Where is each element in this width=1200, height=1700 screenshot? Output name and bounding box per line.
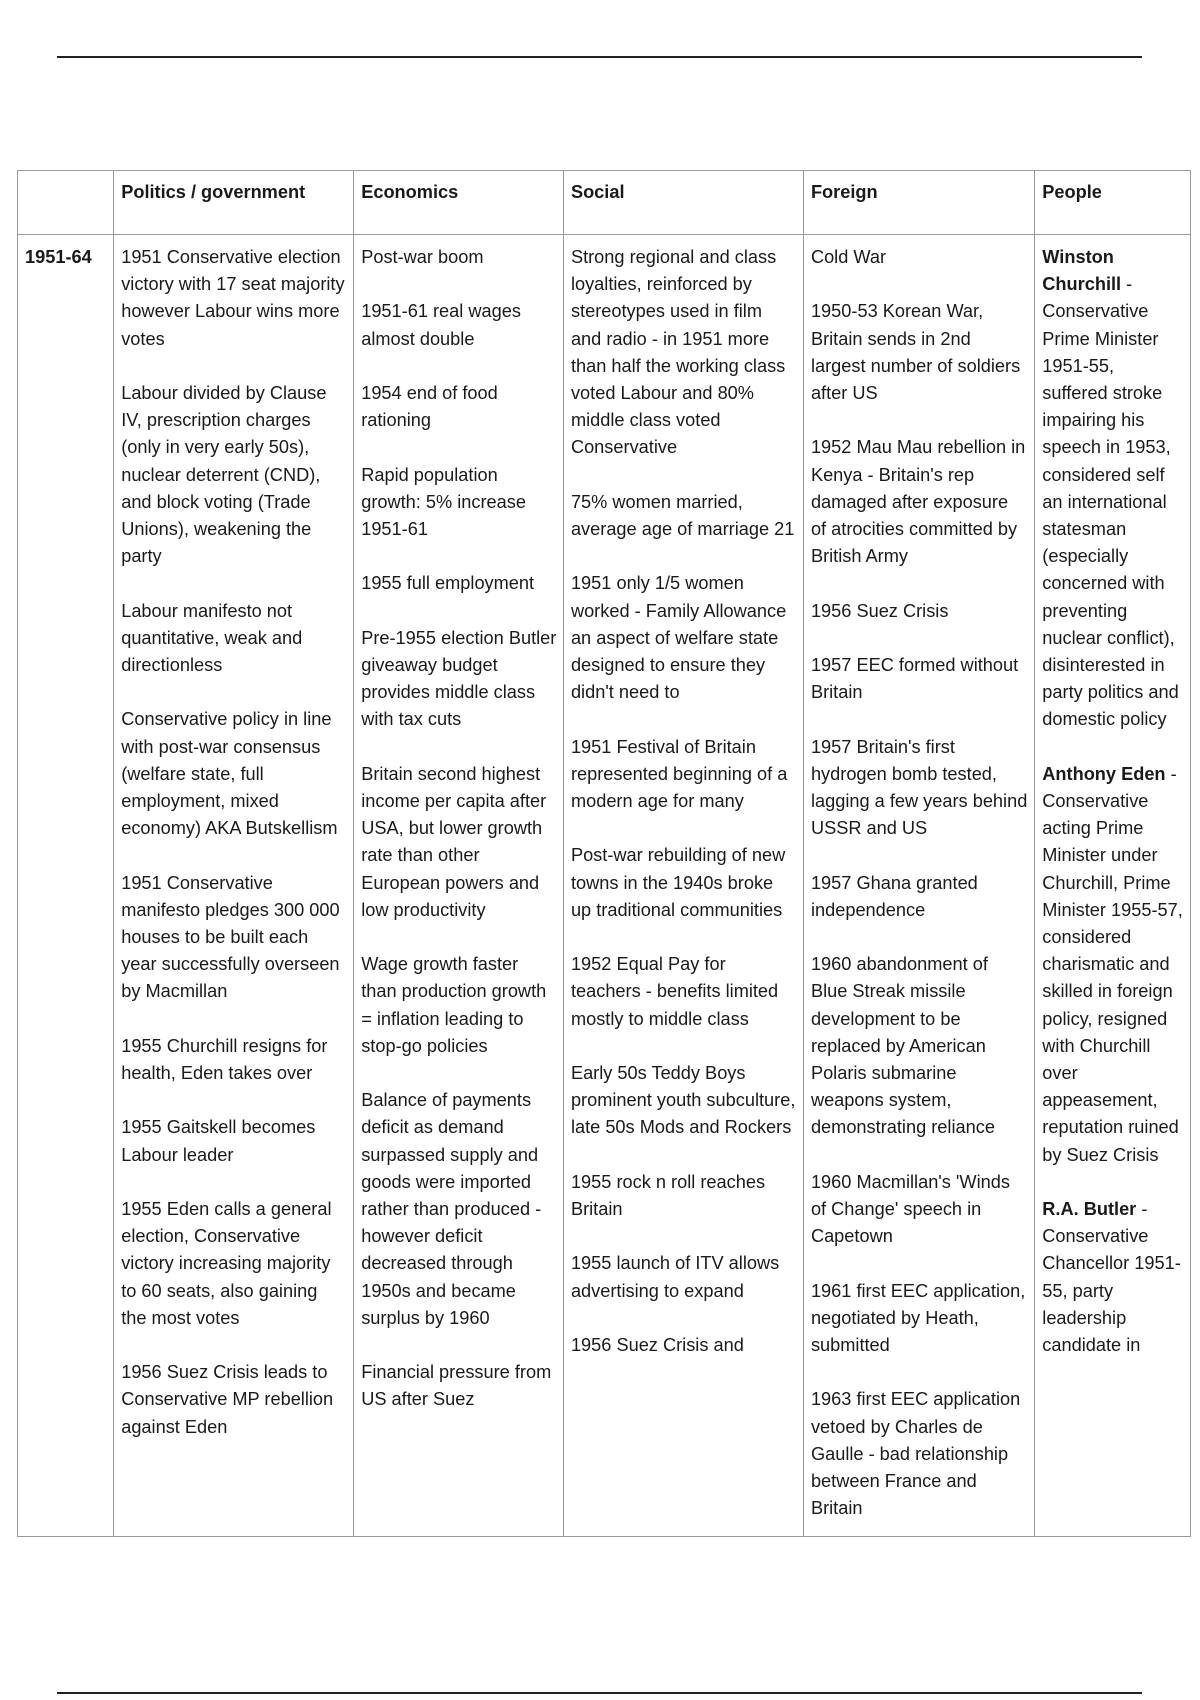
foreign-cell: [803, 235, 1034, 1537]
list-item: 1960 Macmillan's 'Winds of Change' speech in Capetown: [810, 1171, 1010, 1247]
person-description: - Conservative Prime Minister 1951-55, suffered stroke impairing his speech in 1953, considered self an international statesman (especially concerned with preventing nuclear conflict), disinterested in party politics and domestic policy: [1042, 274, 1179, 730]
list-item: Conservative policy in line with post-war consensus (welfare state, full employment, mixed economy) AKA Butskellism: [121, 709, 338, 839]
list-item: 1957 Britain's first hydrogen bomb tested, lagging a few years behind USSR and US: [810, 736, 1028, 839]
list-item: Labour manifesto not quantitative, weak and directionless: [121, 600, 303, 676]
economics-cell: [354, 235, 564, 1537]
list-item: 1956 Suez Crisis leads to Conservative MP rebellion against Eden: [121, 1362, 334, 1437]
period-cell: 1951-64: [18, 235, 114, 1537]
person-name: Winston Churchill: [1042, 247, 1122, 295]
list-item: 1957 EEC formed without Britain: [810, 654, 1019, 703]
list-item: 1957 Ghana granted independence: [810, 872, 978, 920]
list-item: Balance of payments deficit as demand surpassed supply and goods were imported rather than produced - however deficit decreased through 1950s and became surplus by 1960: [361, 1090, 542, 1328]
list-item: 1955 Gaitskell becomes Labour leader: [121, 1117, 316, 1165]
list-item: Britain second highest income per capita after USA, but lower growth rate than other European powers and low productivity: [361, 763, 547, 920]
person-entry: [1042, 761, 1184, 1169]
list-item: 75% women married, average age of marriage 21: [570, 491, 795, 540]
footer-rule: [57, 1692, 1142, 1694]
person-name: Anthony Eden: [1042, 763, 1166, 784]
list-item: 1963 first EEC application vetoed by Charles de Gaulle - bad relationship between France and Britain: [810, 1389, 1021, 1519]
list-item: 1951 only 1/5 women worked - Family Allowance an aspect of welfare state designed to ensure they didn't need to: [570, 573, 787, 703]
list-item: 1955 Churchill resigns for health, Eden takes over: [121, 1035, 328, 1084]
header-foreign: Foreign: [803, 171, 1034, 235]
list-item: Early 50s Teddy Boys prominent youth subculture, late 50s Mods and Rockers: [570, 1063, 796, 1138]
person-entry: [1042, 1196, 1184, 1359]
table-row: [18, 235, 1191, 1537]
list-item: 1951-61 real wages almost double: [361, 301, 521, 349]
politics-cell: [114, 235, 354, 1537]
list-item: Financial pressure from US after Suez: [361, 1362, 552, 1410]
list-item: 1956 Suez Crisis and: [570, 1334, 744, 1355]
list-item: 1952 Equal Pay for teachers - benefits limited mostly to middle class: [570, 954, 779, 1029]
list-item: 1950-53 Korean War, Britain sends in 2nd largest number of soldiers after US: [810, 301, 1021, 403]
list-item: 1951 Conservative election victory with 17 seat majority however Labour wins more votes: [121, 247, 345, 349]
list-item: 1955 rock n roll reaches Britain: [570, 1171, 766, 1219]
person-entry: [1042, 244, 1184, 734]
list-item: Rapid population growth: 5% increase 1951-61: [361, 464, 526, 539]
list-item: 1951 Festival of Britain represented beginning of a modern age for many: [570, 736, 788, 812]
person-name: R.A. Butler: [1042, 1199, 1137, 1220]
list-item: Pre-1955 election Butler giveaway budget provides middle class with tax cuts: [361, 627, 557, 730]
list-item: 1955 full employment: [361, 573, 535, 594]
people-cell: [1035, 235, 1191, 1537]
header-economics: Economics: [354, 171, 564, 235]
list-item: 1954 end of food rationing: [361, 382, 498, 431]
list-item: 1961 first EEC application, negotiated by Heath, submitted: [810, 1280, 1026, 1355]
list-item: Post-war rebuilding of new towns in the 1940s broke up traditional communities: [570, 845, 786, 920]
list-item: 1952 Mau Mau rebellion in Kenya - Britain's rep damaged after exposure of atrocities committed by British Army: [810, 437, 1026, 567]
social-cell: [563, 235, 803, 1537]
header-period: [18, 171, 114, 235]
list-item: 1955 launch of ITV allows advertising to expand: [570, 1253, 780, 1301]
header-politics: Politics / government: [114, 171, 354, 235]
history-table: [17, 170, 1191, 1537]
header-rule: [57, 56, 1142, 58]
list-item: Strong regional and class loyalties, reinforced by stereotypes used in film and radio - in 1951 more than half the working class voted Labour and 80% middle class voted Conservative: [570, 247, 786, 458]
header-social: Social: [563, 171, 803, 235]
header-people: People: [1035, 171, 1191, 235]
list-item: Wage growth faster than production growth = inflation leading to stop-go policies: [361, 954, 547, 1056]
list-item: Cold War: [810, 247, 887, 267]
person-description: - Conservative acting Prime Minister under Churchill, Prime Minister 1955-57, considered charismatic and skilled in foreign policy, resigned with Churchill over appeasement, reputation ruined by Suez Crisis: [1042, 763, 1183, 1165]
list-item: Labour divided by Clause IV, prescription charges (only in very early 50s), nuclear deterrent (CND), and block voting (Trade Unions), weakening the party: [121, 383, 327, 567]
header-row: [18, 171, 1191, 235]
list-item: 1956 Suez Crisis: [810, 600, 949, 621]
list-item: 1951 Conservative manifesto pledges 300 000 houses to be built each year successfully overseen by Macmillan: [121, 872, 340, 1002]
list-item: 1955 Eden calls a general election, Conservative victory increasing majority to 60 seats, also gaining the most votes: [121, 1199, 332, 1328]
list-item: 1960 abandonment of Blue Streak missile development to be replaced by American Polaris submarine weapons system, demonstrating reliance: [810, 954, 995, 1138]
list-item: Post-war boom: [361, 247, 484, 267]
person-description: - Conservative Chancellor 1951-55, party leadership candidate in: [1042, 1199, 1181, 1356]
